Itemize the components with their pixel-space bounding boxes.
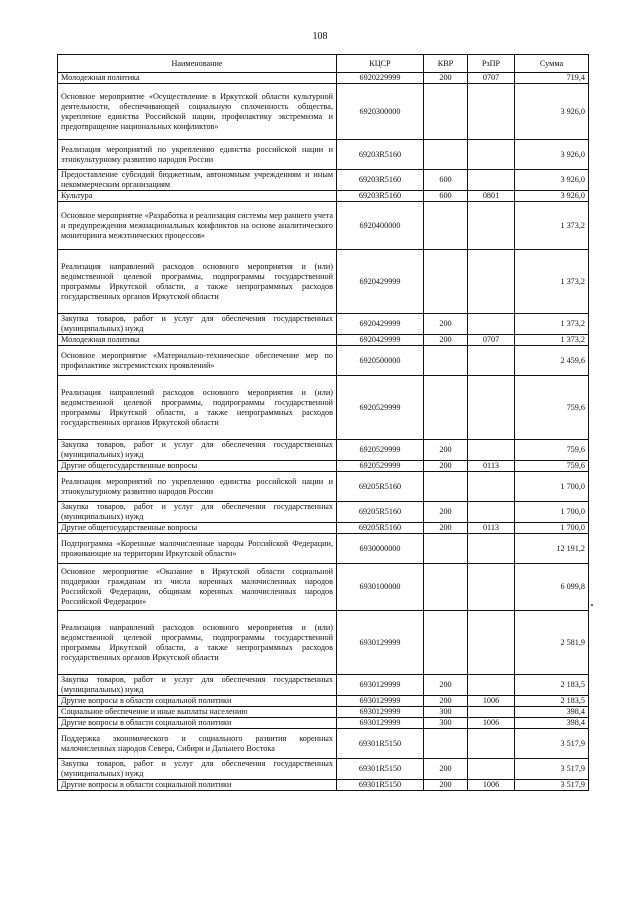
row-kvr <box>424 376 468 440</box>
table-row <box>58 440 589 461</box>
row-kvr: 300 <box>424 718 468 729</box>
row-name: Основное мероприятие «Оказание в Иркутской области социальной поддержки гражданам из числа коренных малочисленных народов Российской Федерации, общинам коренных малочисленных народов Российской Федерации» <box>58 564 337 611</box>
row-name: Закупка товаров, работ и услуг для обеспечения государственных (муниципальных) нужд <box>58 440 337 461</box>
row-rzpr: 0801 <box>468 191 515 202</box>
row-kvr: 200 <box>424 675 468 696</box>
row-kcsr: 69205R5160 <box>337 472 424 502</box>
row-kvr: 600 <box>424 191 468 202</box>
table-row <box>58 376 589 440</box>
row-kcsr: 6930129999 <box>337 611 424 675</box>
budget-table <box>57 54 589 791</box>
table-row <box>58 335 589 346</box>
table-row <box>58 314 589 335</box>
row-name: Молодежная политика <box>58 335 337 346</box>
table-row <box>58 696 589 707</box>
row-kvr: 300 <box>424 707 468 718</box>
row-kvr: 200 <box>424 696 468 707</box>
row-sum: 1 373,2 <box>515 250 589 314</box>
row-kcsr: 69203R5160 <box>337 191 424 202</box>
row-kvr: 200 <box>424 461 468 472</box>
table-row <box>58 140 589 170</box>
row-sum: 3 517,9 <box>515 780 589 791</box>
row-sum: 3 926,0 <box>515 170 589 191</box>
row-sum: 1 700,0 <box>515 523 589 534</box>
table-row <box>58 73 589 84</box>
row-sum: 3 926,0 <box>515 140 589 170</box>
header-rzpr: РзПР <box>468 55 515 73</box>
table-row <box>58 84 589 140</box>
row-kcsr: 6930000000 <box>337 534 424 564</box>
row-name: Другие вопросы в области социальной политики <box>58 780 337 791</box>
row-sum: 719,4 <box>515 73 589 84</box>
row-kvr: 200 <box>424 73 468 84</box>
row-rzpr <box>468 314 515 335</box>
row-name: Основное мероприятие «Материально-техническое обеспечение мер по профилактике экстремистских проявлений» <box>58 346 337 376</box>
row-kcsr: 69205R5160 <box>337 502 424 523</box>
row-kcsr: 69301R5150 <box>337 759 424 780</box>
row-kvr <box>424 202 468 250</box>
row-kcsr: 6920400000 <box>337 202 424 250</box>
row-kvr <box>424 250 468 314</box>
row-name: Закупка товаров, работ и услуг для обеспечения государственных (муниципальных) нужд <box>58 675 337 696</box>
row-name: Предоставление субсидий бюджетным, автономным учреждениям и иным некоммерческим организациям <box>58 170 337 191</box>
row-kcsr: 6920229999 <box>337 73 424 84</box>
row-kcsr: 69203R5160 <box>337 170 424 191</box>
row-kvr <box>424 346 468 376</box>
row-name: Закупка товаров, работ и услуг для обеспечения государственных (муниципальных) нужд <box>58 502 337 523</box>
row-rzpr <box>468 440 515 461</box>
row-name: Основное мероприятие «Разработка и реализация системы мер раннего учета и предупреждения межнациональных конфликтов на основе аналитического мониторинга межэтнических процессов» <box>58 202 337 250</box>
row-kvr <box>424 611 468 675</box>
row-rzpr: 1006 <box>468 696 515 707</box>
row-kvr <box>424 84 468 140</box>
row-sum: 2 581,9 <box>515 611 589 675</box>
row-rzpr <box>468 376 515 440</box>
table-row <box>58 346 589 376</box>
row-sum: 3 926,0 <box>515 191 589 202</box>
table-row <box>58 534 589 564</box>
row-rzpr <box>468 202 515 250</box>
row-rzpr: 0113 <box>468 523 515 534</box>
row-kvr: 200 <box>424 759 468 780</box>
row-rzpr <box>468 564 515 611</box>
row-kcsr: 6930129999 <box>337 718 424 729</box>
header-name: Наименование <box>58 55 337 73</box>
row-rzpr <box>468 346 515 376</box>
row-kvr <box>424 729 468 759</box>
row-sum: 12 191,2 <box>515 534 589 564</box>
table-body <box>58 73 589 791</box>
row-kcsr: 6920429999 <box>337 335 424 346</box>
row-kcsr: 6920300000 <box>337 84 424 140</box>
row-kvr <box>424 472 468 502</box>
row-name: Реализация направлений расходов основного мероприятия и (или) ведомственной целевой программы, подпрограммы государственной программы Иркутской области, а также непрограммных расходов государственных органов Иркутской области <box>58 250 337 314</box>
row-sum: 6 099,8 <box>515 564 589 611</box>
row-kcsr: 69301R5150 <box>337 780 424 791</box>
row-kcsr: 6930129999 <box>337 696 424 707</box>
row-name: Реализация мероприятий по укреплению единства российской нации и этнокультурному развитию народов России <box>58 140 337 170</box>
row-name: Социальное обеспечение и иные выплаты населению <box>58 707 337 718</box>
table-row <box>58 191 589 202</box>
row-sum: 3 926,0 <box>515 84 589 140</box>
row-sum: 2 183,5 <box>515 696 589 707</box>
row-kvr <box>424 534 468 564</box>
row-name: Другие вопросы в области социальной политики <box>58 696 337 707</box>
table-row <box>58 250 589 314</box>
row-name: Культура <box>58 191 337 202</box>
table-row <box>58 202 589 250</box>
row-kcsr: 6920529999 <box>337 440 424 461</box>
stray-mark <box>591 604 593 606</box>
row-sum: 2 459,6 <box>515 346 589 376</box>
table-row <box>58 472 589 502</box>
row-sum: 759,6 <box>515 461 589 472</box>
table-row <box>58 523 589 534</box>
table-row <box>58 780 589 791</box>
header-kvr: КВР <box>424 55 468 73</box>
row-name: Другие общегосударственные вопросы <box>58 523 337 534</box>
row-name: Другие вопросы в области социальной политики <box>58 718 337 729</box>
row-rzpr: 1006 <box>468 718 515 729</box>
row-kvr: 200 <box>424 335 468 346</box>
row-name: Поддержка экономического и социального развития коренных малочисленных народов Севера, Сибири и Дальнего Востока <box>58 729 337 759</box>
row-rzpr <box>468 675 515 696</box>
row-name: Реализация мероприятий по укреплению единства российской нации и этнокультурному развитию народов России <box>58 472 337 502</box>
row-rzpr <box>468 250 515 314</box>
header-sum: Сумма <box>515 55 589 73</box>
row-kvr: 200 <box>424 523 468 534</box>
row-sum: 759,6 <box>515 440 589 461</box>
table-row <box>58 611 589 675</box>
row-kcsr: 6920429999 <box>337 314 424 335</box>
row-name: Закупка товаров, работ и услуг для обеспечения государственных (муниципальных) нужд <box>58 759 337 780</box>
row-rzpr <box>468 140 515 170</box>
row-rzpr <box>468 472 515 502</box>
row-kvr: 200 <box>424 314 468 335</box>
row-kcsr: 6930129999 <box>337 675 424 696</box>
row-kvr: 200 <box>424 502 468 523</box>
row-sum: 759,6 <box>515 376 589 440</box>
row-rzpr <box>468 170 515 191</box>
row-kcsr: 69205R5160 <box>337 523 424 534</box>
table-row <box>58 759 589 780</box>
table-row <box>58 502 589 523</box>
row-rzpr <box>468 84 515 140</box>
table-row <box>58 718 589 729</box>
page-number: 108 <box>312 31 328 42</box>
row-rzpr: 0707 <box>468 73 515 84</box>
row-kvr: 200 <box>424 780 468 791</box>
table-row <box>58 707 589 718</box>
row-sum: 398,4 <box>515 718 589 729</box>
row-name: Молодежная политика <box>58 73 337 84</box>
table-row <box>58 675 589 696</box>
row-name: Реализация направлений расходов основного мероприятия и (или) ведомственной целевой программы, подпрограммы государственной программы Иркутской области, а также непрограммных расходов государственных органов Иркутской области <box>58 611 337 675</box>
row-sum: 1 700,0 <box>515 472 589 502</box>
row-kcsr: 6920500000 <box>337 346 424 376</box>
row-kcsr: 6930129999 <box>337 707 424 718</box>
row-name: Реализация направлений расходов основного мероприятия и (или) ведомственной целевой программы, подпрограммы государственной программы Иркутской области, а также непрограммных расходов государственных органов Иркутской области <box>58 376 337 440</box>
row-rzpr <box>468 502 515 523</box>
row-rzpr: 0113 <box>468 461 515 472</box>
row-kcsr: 69301R5150 <box>337 729 424 759</box>
row-name: Закупка товаров, работ и услуг для обеспечения государственных (муниципальных) нужд <box>58 314 337 335</box>
row-sum: 3 517,9 <box>515 729 589 759</box>
table-row <box>58 170 589 191</box>
row-rzpr: 1006 <box>468 780 515 791</box>
row-name: Другие общегосударственные вопросы <box>58 461 337 472</box>
row-name: Подпрограмма «Коренные малочисленные народы Российской Федерации, проживающие на территории Иркутской области» <box>58 534 337 564</box>
row-sum: 3 517,9 <box>515 759 589 780</box>
table-row <box>58 461 589 472</box>
row-sum: 1 373,2 <box>515 202 589 250</box>
row-sum: 398,4 <box>515 707 589 718</box>
row-kvr: 200 <box>424 440 468 461</box>
row-sum: 1 700,0 <box>515 502 589 523</box>
row-kcsr: 6920529999 <box>337 461 424 472</box>
row-kcsr: 6920429999 <box>337 250 424 314</box>
table-header-row <box>58 55 589 73</box>
row-rzpr <box>468 611 515 675</box>
row-rzpr <box>468 707 515 718</box>
row-rzpr <box>468 729 515 759</box>
row-kvr <box>424 140 468 170</box>
row-sum: 1 373,2 <box>515 335 589 346</box>
row-rzpr <box>468 534 515 564</box>
row-kvr <box>424 564 468 611</box>
row-kvr: 600 <box>424 170 468 191</box>
row-name: Основное мероприятие «Осуществление в Иркутской области культурной деятельности, обеспечивающей социальную сплоченность общества, укрепление единства Российской нации, профилактику экстремизма и предотвращение национальных конфликтов» <box>58 84 337 140</box>
row-sum: 1 373,2 <box>515 314 589 335</box>
row-sum: 2 183,5 <box>515 675 589 696</box>
table-row <box>58 729 589 759</box>
row-rzpr: 0707 <box>468 335 515 346</box>
header-kcsr: КЦСР <box>337 55 424 73</box>
table-row <box>58 564 589 611</box>
row-kcsr: 69203R5160 <box>337 140 424 170</box>
row-rzpr <box>468 759 515 780</box>
row-kcsr: 6930100000 <box>337 564 424 611</box>
row-kcsr: 6920529999 <box>337 376 424 440</box>
